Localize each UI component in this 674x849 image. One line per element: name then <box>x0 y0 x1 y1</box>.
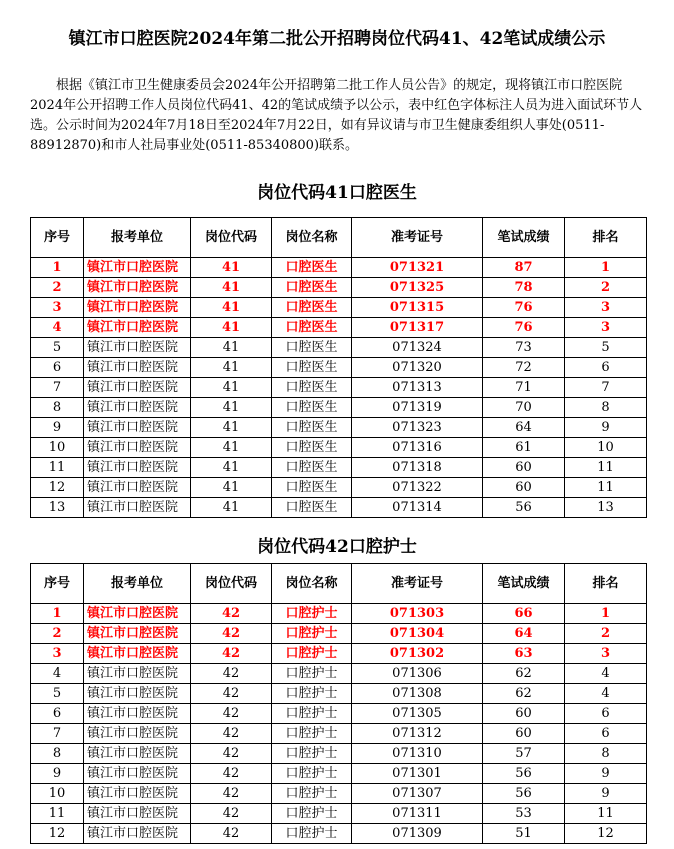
table-row <box>31 278 647 298</box>
table-row <box>31 438 647 458</box>
col-header-score: 笔试成绩 <box>483 218 565 258</box>
cell-exam-id: 071316 <box>352 438 483 458</box>
cell-code: 42 <box>191 804 272 824</box>
cell-rank: 9 <box>565 764 647 784</box>
cell-score: 57 <box>483 744 565 764</box>
cell-score: 62 <box>483 684 565 704</box>
cell-name: 口腔医生 <box>272 338 352 358</box>
col-header-exam-id: 准考证号 <box>352 564 483 604</box>
cell-exam-id: 071309 <box>352 824 483 844</box>
cell-code: 42 <box>191 644 272 664</box>
cell-exam-id: 071318 <box>352 458 483 478</box>
cell-rank: 9 <box>565 784 647 804</box>
cell-name: 口腔护士 <box>272 644 352 664</box>
cell-name: 口腔医生 <box>272 478 352 498</box>
cell-code: 42 <box>191 704 272 724</box>
cell-name: 口腔护士 <box>272 704 352 724</box>
cell-score: 64 <box>483 418 565 438</box>
cell-no: 7 <box>31 724 84 744</box>
table-row <box>31 398 647 418</box>
col-header-no: 序号 <box>31 218 84 258</box>
cell-name: 口腔护士 <box>272 824 352 844</box>
cell-code: 42 <box>191 604 272 624</box>
cell-no: 9 <box>31 764 84 784</box>
cell-exam-id: 071303 <box>352 604 483 624</box>
cell-score: 66 <box>483 604 565 624</box>
cell-rank: 12 <box>565 824 647 844</box>
cell-code: 42 <box>191 664 272 684</box>
cell-name: 口腔护士 <box>272 804 352 824</box>
cell-no: 2 <box>31 278 84 298</box>
cell-unit: 镇江市口腔医院 <box>84 498 191 518</box>
cell-name: 口腔护士 <box>272 624 352 644</box>
cell-score: 73 <box>483 338 565 358</box>
page-title: 镇江市口腔医院2024年第二批公开招聘岗位代码41、42笔试成绩公示 <box>68 29 606 49</box>
cell-name: 口腔护士 <box>272 664 352 684</box>
score-table-41 <box>30 217 647 518</box>
cell-code: 42 <box>191 724 272 744</box>
cell-no: 2 <box>31 624 84 644</box>
cell-unit: 镇江市口腔医院 <box>84 318 191 338</box>
cell-name: 口腔护士 <box>272 684 352 704</box>
cell-rank: 2 <box>565 278 647 298</box>
table-row <box>31 298 647 318</box>
cell-rank: 6 <box>565 724 647 744</box>
cell-rank: 4 <box>565 684 647 704</box>
cell-exam-id: 071304 <box>352 624 483 644</box>
cell-rank: 7 <box>565 378 647 398</box>
table-row <box>31 478 647 498</box>
cell-unit: 镇江市口腔医院 <box>84 724 191 744</box>
table-row <box>31 664 647 684</box>
cell-score: 56 <box>483 784 565 804</box>
cell-unit: 镇江市口腔医院 <box>84 784 191 804</box>
cell-exam-id: 071313 <box>352 378 483 398</box>
cell-score: 60 <box>483 478 565 498</box>
cell-no: 11 <box>31 804 84 824</box>
cell-rank: 3 <box>565 298 647 318</box>
table-row <box>31 604 647 624</box>
cell-name: 口腔医生 <box>272 378 352 398</box>
cell-unit: 镇江市口腔医院 <box>84 764 191 784</box>
cell-exam-id: 071306 <box>352 664 483 684</box>
cell-unit: 镇江市口腔医院 <box>84 624 191 644</box>
cell-score: 72 <box>483 358 565 378</box>
cell-rank: 2 <box>565 624 647 644</box>
table-row <box>31 358 647 378</box>
cell-no: 1 <box>31 604 84 624</box>
cell-unit: 镇江市口腔医院 <box>84 418 191 438</box>
table-row <box>31 418 647 438</box>
table-row <box>31 498 647 518</box>
cell-code: 42 <box>191 824 272 844</box>
col-header-name: 岗位名称 <box>272 564 352 604</box>
cell-rank: 11 <box>565 478 647 498</box>
cell-score: 51 <box>483 824 565 844</box>
cell-score: 56 <box>483 498 565 518</box>
cell-unit: 镇江市口腔医院 <box>84 338 191 358</box>
cell-exam-id: 071322 <box>352 478 483 498</box>
cell-name: 口腔医生 <box>272 298 352 318</box>
cell-score: 60 <box>483 724 565 744</box>
cell-exam-id: 071312 <box>352 724 483 744</box>
cell-no: 7 <box>31 378 84 398</box>
cell-unit: 镇江市口腔医院 <box>84 478 191 498</box>
cell-unit: 镇江市口腔医院 <box>84 664 191 684</box>
cell-exam-id: 071301 <box>352 764 483 784</box>
cell-rank: 1 <box>565 258 647 278</box>
table-row <box>31 684 647 704</box>
cell-unit: 镇江市口腔医院 <box>84 684 191 704</box>
cell-code: 41 <box>191 418 272 438</box>
table-row <box>31 378 647 398</box>
cell-score: 56 <box>483 764 565 784</box>
cell-unit: 镇江市口腔医院 <box>84 804 191 824</box>
cell-rank: 11 <box>565 804 647 824</box>
cell-name: 口腔医生 <box>272 418 352 438</box>
cell-score: 76 <box>483 298 565 318</box>
cell-unit: 镇江市口腔医院 <box>84 744 191 764</box>
cell-no: 11 <box>31 458 84 478</box>
col-header-no: 序号 <box>31 564 84 604</box>
cell-code: 41 <box>191 258 272 278</box>
cell-name: 口腔护士 <box>272 604 352 624</box>
cell-exam-id: 071319 <box>352 398 483 418</box>
cell-no: 6 <box>31 704 84 724</box>
col-header-rank: 排名 <box>565 218 647 258</box>
cell-score: 62 <box>483 664 565 684</box>
cell-exam-id: 071323 <box>352 418 483 438</box>
cell-name: 口腔医生 <box>272 358 352 378</box>
table-row <box>31 764 647 784</box>
table-row <box>31 624 647 644</box>
table-row <box>31 318 647 338</box>
table-row <box>31 804 647 824</box>
cell-rank: 8 <box>565 744 647 764</box>
cell-code: 42 <box>191 764 272 784</box>
cell-no: 1 <box>31 258 84 278</box>
cell-name: 口腔医生 <box>272 438 352 458</box>
cell-name: 口腔护士 <box>272 744 352 764</box>
intro-paragraph: 根据《镇江市卫生健康委员会2024年公开招聘第二批工作人员公告》的规定，现将镇江市口腔医院2024年公开招聘工作人员岗位代码41、42的笔试成绩予以公示，表中红色字体标注人员为进入面试环节人选。公示时间为2024年7月18日至2024年7月22日，如有异议请与市卫生健康委组织人事处(0511-88912870)和市人社局事业处(0511-85340800)联系。 <box>30 78 643 153</box>
cell-code: 41 <box>191 298 272 318</box>
table-row <box>31 784 647 804</box>
col-header-rank: 排名 <box>565 564 647 604</box>
cell-exam-id: 071307 <box>352 784 483 804</box>
cell-no: 3 <box>31 298 84 318</box>
cell-rank: 5 <box>565 338 647 358</box>
cell-no: 5 <box>31 684 84 704</box>
col-header-code: 岗位代码 <box>191 218 272 258</box>
table-body-42 <box>31 604 647 844</box>
col-header-code: 岗位代码 <box>191 564 272 604</box>
cell-no: 12 <box>31 478 84 498</box>
section-title-41: 岗位代码41口腔医生 <box>257 183 417 203</box>
table-header-row <box>31 218 647 258</box>
cell-rank: 13 <box>565 498 647 518</box>
cell-score: 70 <box>483 398 565 418</box>
score-table-42 <box>30 563 647 844</box>
cell-unit: 镇江市口腔医院 <box>84 278 191 298</box>
cell-no: 8 <box>31 398 84 418</box>
cell-no: 13 <box>31 498 84 518</box>
table-row <box>31 724 647 744</box>
cell-code: 41 <box>191 458 272 478</box>
cell-name: 口腔医生 <box>272 318 352 338</box>
cell-exam-id: 071310 <box>352 744 483 764</box>
cell-unit: 镇江市口腔医院 <box>84 644 191 664</box>
cell-exam-id: 071314 <box>352 498 483 518</box>
cell-score: 87 <box>483 258 565 278</box>
cell-score: 53 <box>483 804 565 824</box>
cell-no: 12 <box>31 824 84 844</box>
cell-rank: 11 <box>565 458 647 478</box>
col-header-unit: 报考单位 <box>84 218 191 258</box>
cell-name: 口腔医生 <box>272 258 352 278</box>
cell-rank: 4 <box>565 664 647 684</box>
col-header-exam-id: 准考证号 <box>352 218 483 258</box>
cell-code: 41 <box>191 338 272 358</box>
cell-rank: 3 <box>565 318 647 338</box>
cell-exam-id: 071315 <box>352 298 483 318</box>
table-row <box>31 824 647 844</box>
cell-score: 76 <box>483 318 565 338</box>
cell-rank: 3 <box>565 644 647 664</box>
cell-no: 3 <box>31 644 84 664</box>
table-row <box>31 258 647 278</box>
cell-exam-id: 071302 <box>352 644 483 664</box>
cell-code: 41 <box>191 378 272 398</box>
col-header-unit: 报考单位 <box>84 564 191 604</box>
cell-unit: 镇江市口腔医院 <box>84 378 191 398</box>
cell-unit: 镇江市口腔医院 <box>84 298 191 318</box>
cell-code: 42 <box>191 684 272 704</box>
cell-name: 口腔护士 <box>272 724 352 744</box>
table-row <box>31 644 647 664</box>
cell-rank: 9 <box>565 418 647 438</box>
cell-unit: 镇江市口腔医院 <box>84 438 191 458</box>
cell-rank: 6 <box>565 704 647 724</box>
cell-score: 60 <box>483 704 565 724</box>
cell-score: 71 <box>483 378 565 398</box>
cell-unit: 镇江市口腔医院 <box>84 458 191 478</box>
cell-unit: 镇江市口腔医院 <box>84 358 191 378</box>
col-header-name: 岗位名称 <box>272 218 352 258</box>
cell-no: 10 <box>31 438 84 458</box>
cell-rank: 10 <box>565 438 647 458</box>
cell-no: 8 <box>31 744 84 764</box>
cell-score: 60 <box>483 458 565 478</box>
cell-exam-id: 071321 <box>352 258 483 278</box>
table-row <box>31 744 647 764</box>
cell-name: 口腔医生 <box>272 398 352 418</box>
cell-code: 41 <box>191 438 272 458</box>
cell-no: 4 <box>31 664 84 684</box>
cell-unit: 镇江市口腔医院 <box>84 824 191 844</box>
cell-name: 口腔护士 <box>272 764 352 784</box>
cell-exam-id: 071324 <box>352 338 483 358</box>
cell-exam-id: 071320 <box>352 358 483 378</box>
cell-rank: 6 <box>565 358 647 378</box>
cell-name: 口腔医生 <box>272 498 352 518</box>
section-title-42: 岗位代码42口腔护士 <box>257 537 417 557</box>
cell-score: 63 <box>483 644 565 664</box>
cell-score: 64 <box>483 624 565 644</box>
cell-unit: 镇江市口腔医院 <box>84 704 191 724</box>
cell-rank: 8 <box>565 398 647 418</box>
cell-code: 42 <box>191 784 272 804</box>
cell-name: 口腔护士 <box>272 784 352 804</box>
cell-code: 41 <box>191 278 272 298</box>
cell-code: 42 <box>191 624 272 644</box>
cell-rank: 1 <box>565 604 647 624</box>
cell-code: 41 <box>191 498 272 518</box>
table-row <box>31 458 647 478</box>
cell-code: 41 <box>191 398 272 418</box>
table-row <box>31 704 647 724</box>
cell-score: 61 <box>483 438 565 458</box>
cell-no: 10 <box>31 784 84 804</box>
cell-unit: 镇江市口腔医院 <box>84 398 191 418</box>
cell-name: 口腔医生 <box>272 278 352 298</box>
cell-exam-id: 071325 <box>352 278 483 298</box>
table-row <box>31 338 647 358</box>
table-body-41 <box>31 258 647 518</box>
cell-code: 41 <box>191 358 272 378</box>
cell-code: 42 <box>191 744 272 764</box>
col-header-score: 笔试成绩 <box>483 564 565 604</box>
cell-no: 9 <box>31 418 84 438</box>
cell-code: 41 <box>191 318 272 338</box>
cell-unit: 镇江市口腔医院 <box>84 258 191 278</box>
cell-no: 6 <box>31 358 84 378</box>
cell-name: 口腔医生 <box>272 458 352 478</box>
cell-code: 41 <box>191 478 272 498</box>
cell-exam-id: 071317 <box>352 318 483 338</box>
cell-score: 78 <box>483 278 565 298</box>
cell-exam-id: 071308 <box>352 684 483 704</box>
cell-no: 5 <box>31 338 84 358</box>
cell-exam-id: 071305 <box>352 704 483 724</box>
cell-exam-id: 071311 <box>352 804 483 824</box>
cell-unit: 镇江市口腔医院 <box>84 604 191 624</box>
table-header-row <box>31 564 647 604</box>
cell-no: 4 <box>31 318 84 338</box>
